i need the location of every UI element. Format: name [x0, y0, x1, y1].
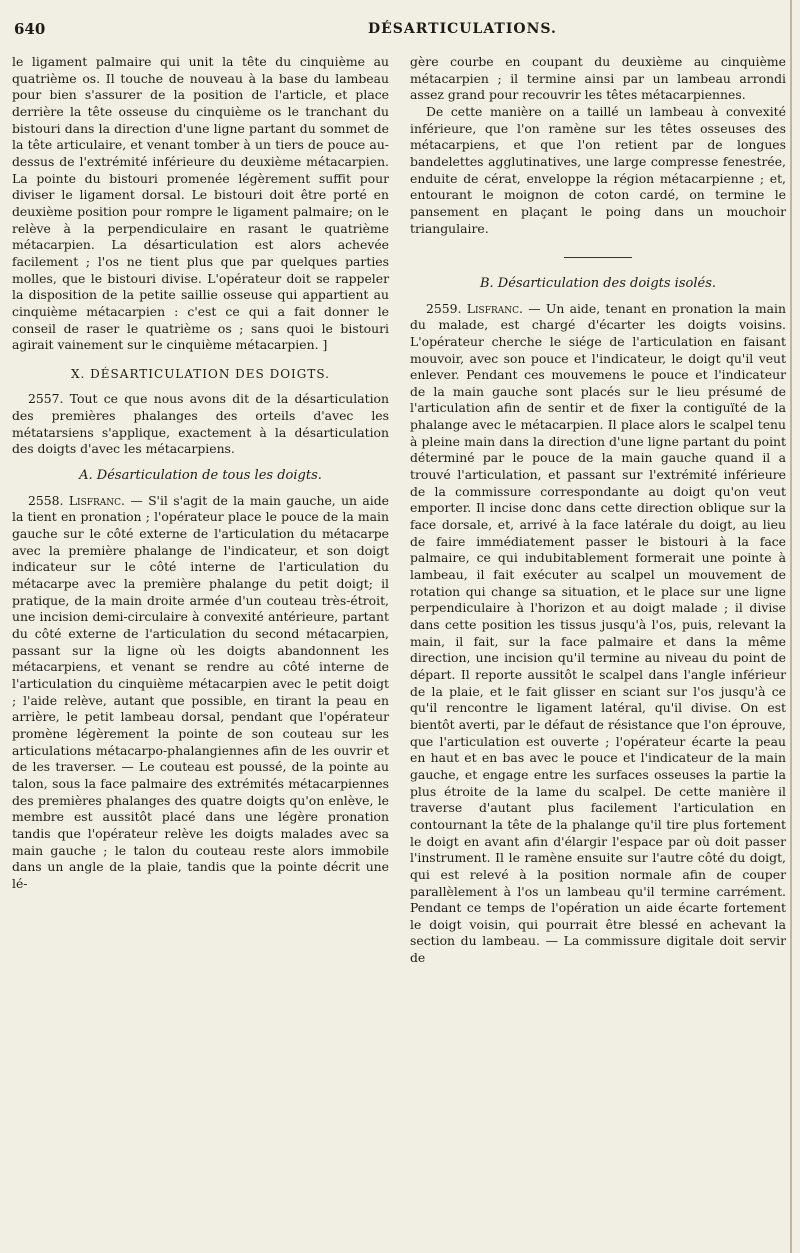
paragraph: le ligament palmaire qui unit la tête du cinquième au quatrième os. Il touche de nouveau à la base du lambeau pour bien s'assurer de la position de l'article, et place derrière la tête osseuse du cinquième os le tranchant du bistouri dans la direction d'une ligne partant du sommet de la tête articulaire, et venant tomber à un tiers de pouce au-dessus de l'extrémité inférieure du deuxième métacarpien. La pointe du bistouri promenée légèrement suffit pour diviser le ligament dorsal. Le bistouri doit être porté en deuxième position pour rompre le ligament palmaire; on le relève à la perpendiculaire en rasant le quatrième métacarpien. La désarticulation est alors achevée facilement ; l'os ne tient plus que par quelques parties molles, que le bistouri divise. L'opérateur doit se rappeler la disposition de la petite saillie osseuse qui appartient au cinquième métacarpien : c'est ce qui a fait donner le conseil de raser le quatrième os ; sans quoi le bistouri agirait vainement sur le cinquième métacarpien. ]: [12, 54, 389, 353]
separator-line: [564, 257, 632, 258]
subsection-heading: A. Désarticulation de tous les doigts.: [79, 468, 322, 484]
paragraph-number: 2558.: [28, 492, 64, 508]
left-column: [12, 54, 389, 893]
author-name: Lisfranc.: [466, 300, 523, 316]
paragraph: [12, 493, 389, 893]
right-column: [410, 54, 786, 967]
paragraph-text: — Un aide, tenant en pronation la main du malade, est chargé d'écarter les doigts voisins. L'opérateur cherche le siége de l'articulation en faisant mouvoir, avec son pouce et l'indicateur, le doigt qu'il veut enlever. Pendant ces mouvemens le pouce et l'indicateur de la main gauche sont placés sur le lieu présumé de l'articulation afin de sentir et de fixer la contiguïté de la phalange avec le métacarpien. Il place alors le scalpel tenu à pleine main dans la direction d'une ligne partant du point déterminé par le pouce de la main gauche quand il a trouvé l'articulation, et passant sur l'extrémité inférieure de la commissure correspondante au doigt qu'on veut emporter. Il incise donc dans cette direction oblique sur la face dorsale, et, arrivé à la face latérale du doigt, au lieu de faire immédiatement passer le bistouri à la face palmaire, ce qui indubitablement formerait une pointe à lambeau, il fait exécuter au scalpel un mouvement de rotation qui change sa situation, et le place sur une ligne perpendiculaire à l'horizon et au doigt malade ; il divise dans cette position les tissus jusqu'à l'os, puis, relevant la main, il fait, sur la face palmaire et dans la même direction, une incision qu'il termine au niveau du point de départ. Il reporte aussitôt le scalpel dans l'angle inférieur de la plaie, et le fait glisser en sciant sur l'os jusqu'à ce qu'il rencontre le ligament latéral, qu'il divise. On est bientôt averti, par le défaut de résistance que l'on éprouve, que l'articulation est ouverte ; l'opérateur écarte la peau en haut et en bas avec le pouce et l'indicateur de la main gauche, et engage entre les surfaces osseuses la partie la plus étroite de la lame du scalpel. De cette manière il traverse d'autant plus facilement l'articulation en contournant la tête de la phalange qu'il tire plus fortement le doigt en avant afin d'élargir l'espace par où doit passer l'instrument. Il le ramène ensuite sur l'autre côté du doigt, qui est relevé à la position normale afin de couper parallèlement à l'os un lambeau qu'il termine carrément. Pendant ce temps de l'opération un aide écarte fortement le doigt voisin, qui pourrait être blessé en achevant la section du lambeau. — La commissure digitale doit servir de: [410, 300, 786, 966]
separator: [410, 249, 786, 266]
paragraph-text: Tout ce que nous avons dit de la désarticulation des premières phalanges des orteils d'avec les métatarsiens s'applique, exactement à la désarticulation des doigts d'avec les métacarpiens.: [12, 391, 389, 457]
paragraph: gère courbe en coupant du deuxième au cinquième métacarpien ; il termine ainsi par un lambeau arrondi assez grand pour recouvrir les têtes métacarpiennes.: [410, 54, 786, 103]
paragraph: [12, 391, 389, 458]
paragraph-number: 2559.: [426, 300, 462, 316]
paragraph: De cette manière on a taillé un lambeau à convexité inférieure, que l'on ramène sur les têtes osseuses des métacarpiens, et que l'on retient par de longues bandelettes agglutinatives, une large compresse fenestrée, enduite de cérat, enveloppe la région métacarpienne ; et, entourant le moignon de coton cardé, on termine le pansement en plaçant le poing dans un mouchoir triangulaire.: [410, 103, 786, 236]
page-edge: [790, 0, 792, 1253]
paragraph: [410, 301, 786, 967]
subsection-heading: B. Désarticulation des doigts isolés.: [479, 275, 716, 291]
paragraph-number: 2557.: [28, 391, 64, 407]
paragraph-text: — S'il s'agit de la main gauche, un aide la tient en pronation ; l'opérateur place le pouce de la main gauche sur le côté externe de l'articulation du métacarpe avec la première phalange de l'indicateur, et son doigt indicateur sur le côté interne de l'articulation du métacarpe avec la première phalange du petit doigt; il pratique, de la main droite armée d'un couteau très-étroit, une incision demi-circulaire à convexité antérieure, partant du côté externe de l'articulation du second métacarpien, passant sur la ligne où les doigts abandonnent les métacarpiens, et venant se rendre au côté interne de l'articulation du cinquième métacarpien avec le petit doigt ; l'aide relève, autant que possible, en tirant la peau en arrière, le petit lambeau dorsal, pendant que l'opérateur promène légèrement la pointe de son couteau sur les articulations métacarpo-phalangiennes afin de les ouvrir et de les traverser. — Le couteau est poussé, de la pointe au talon, sous la face palmaire des extrémités métacarpiennes des premières phalanges des quatre doigts qu'on enlève, le membre est aussitôt placé dans une légère pronation tandis que l'opérateur relève les doigts malades avec sa main gauche ; le talon du couteau reste alors immobile dans un angle de la plaie, tandis que la pointe décrit une lé-: [12, 492, 389, 891]
section-heading: X. DÉSARTICULATION DES DOIGTS.: [71, 366, 330, 381]
author-name: Lisfranc.: [68, 492, 125, 508]
running-head: DÉSARTICULATIONS.: [368, 21, 557, 37]
page-number: 640: [14, 20, 46, 38]
page-header: [0, 16, 800, 46]
